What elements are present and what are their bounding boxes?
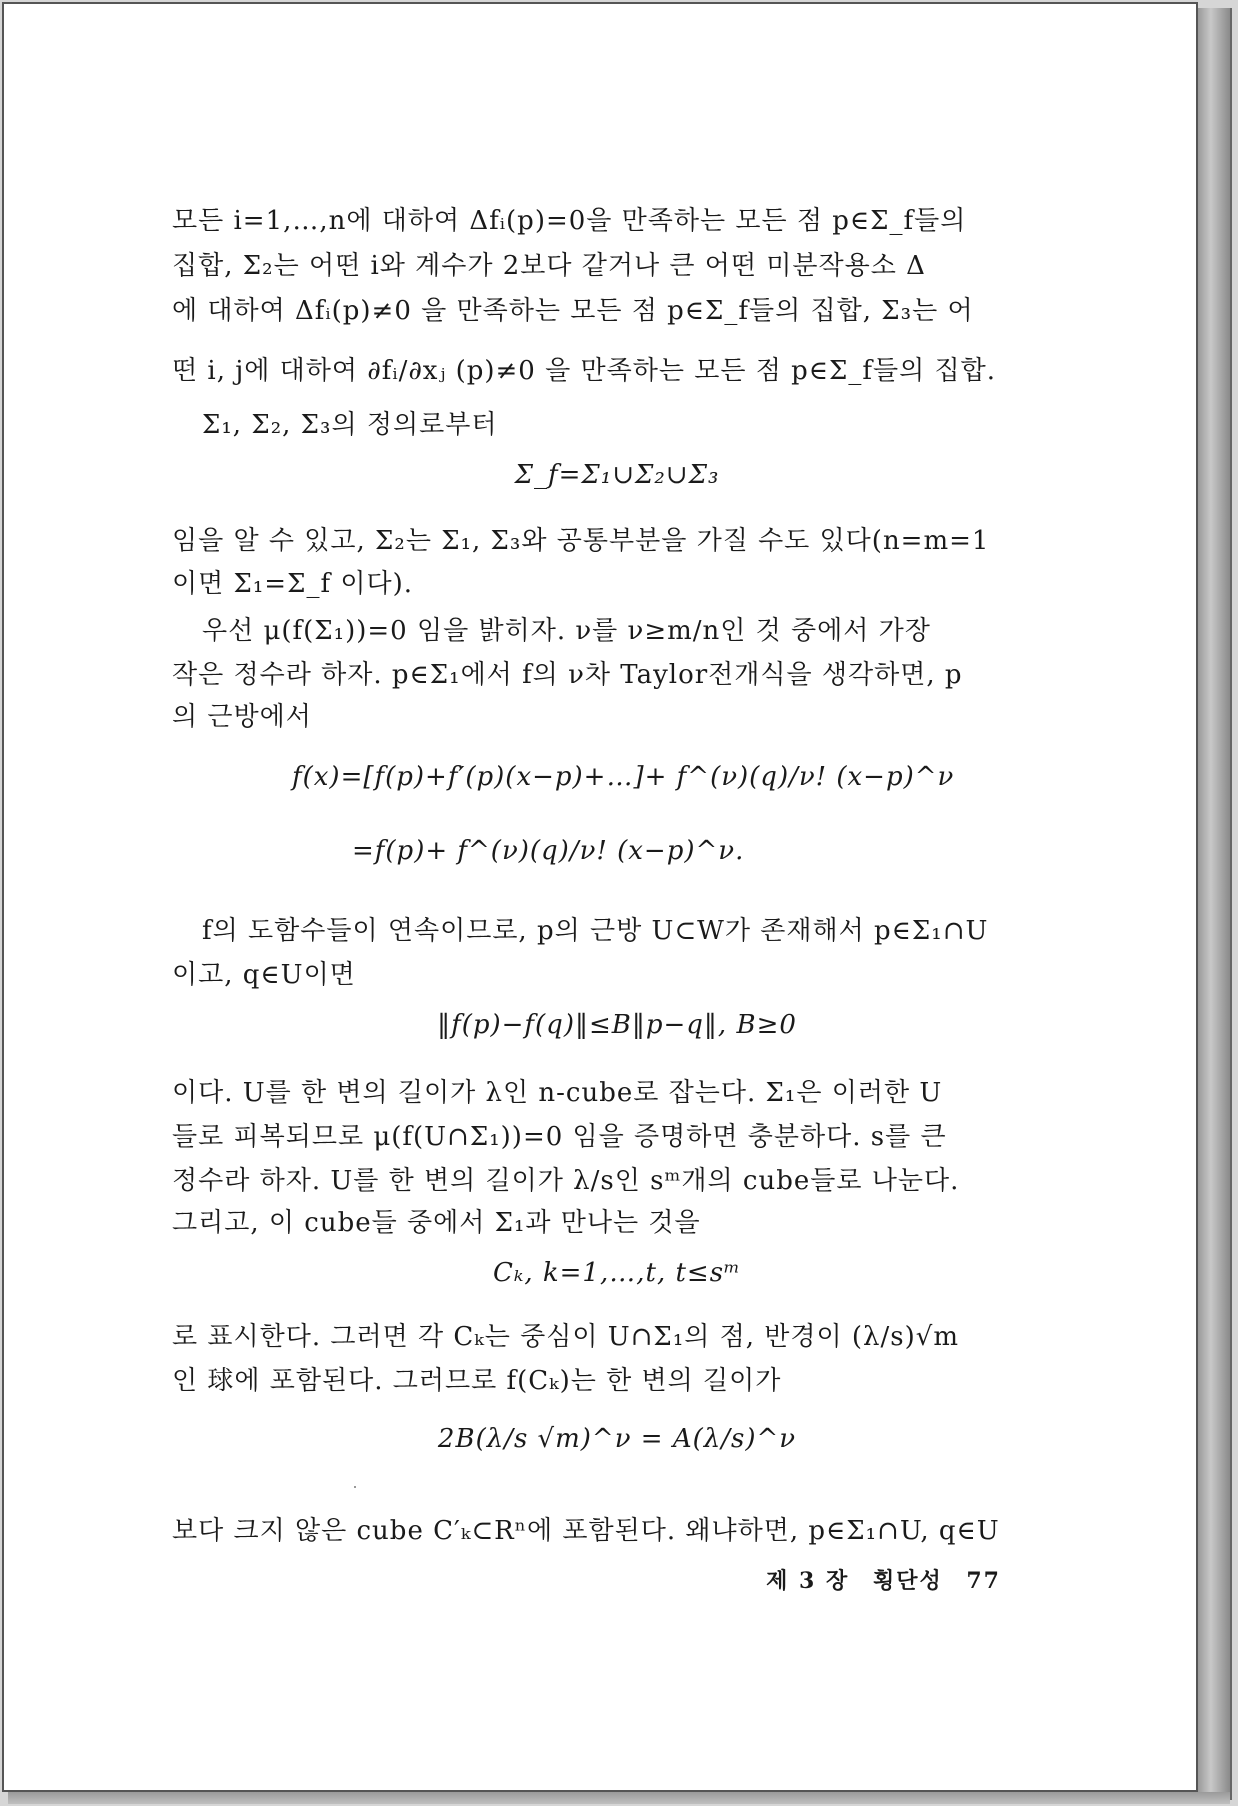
text-line: 에 대하여 Δfᵢ(p)≠0 을 만족하는 모든 점 p∈Σ_f들의 집합, Σ₃는 어 xyxy=(172,296,974,326)
text-line: 이면 Σ₁=Σ_f 이다). xyxy=(172,569,413,599)
page-edge-bottom xyxy=(8,1792,1230,1804)
equation-union: Σ_f=Σ₁∪Σ₂∪Σ₃ xyxy=(514,460,720,490)
text-line: 로 표시한다. 그러면 각 Cₖ는 중심이 U∩Σ₁의 점, 반경이 (λ/s)√m xyxy=(172,1322,959,1352)
text-line: 모든 i=1,…,n에 대하여 Δfᵢ(p)=0을 만족하는 모든 점 p∈Σ_f들의 xyxy=(172,206,967,236)
text-line: 집합, Σ₂는 어떤 i와 계수가 2보다 같거나 큰 어떤 미분작용소 Δ xyxy=(172,251,926,281)
text-line: 떤 i, j에 대하여 ∂fᵢ/∂xⱼ (p)≠0 을 만족하는 모든 점 p∈Σ_f들의 집합. xyxy=(172,356,996,386)
text-line: 임을 알 수 있고, Σ₂는 Σ₁, Σ₃와 공통부분을 가질 수도 있다(n=m=1 xyxy=(172,526,990,556)
text-line: 그리고, 이 cube들 중에서 Σ₁과 만나는 것을 xyxy=(172,1208,701,1238)
equation-taylor-1: f(x)=[f(p)+f′(p)(x−p)+…]+ f^(ν)(q)/ν! (x−p)^ν xyxy=(292,762,955,792)
text-line: 우선 μ(f(Σ₁))=0 임을 밝히자. ν를 ν≥m/n인 것 중에서 가장 xyxy=(202,616,931,646)
text-line: 보다 크지 않은 cube C′ₖ⊂Rⁿ에 포함된다. 왜냐하면, p∈Σ₁∩U, q∈U xyxy=(172,1516,1000,1546)
print-speck xyxy=(354,1486,356,1488)
text-line: 인 球에 포함된다. 그러므로 f(Cₖ)는 한 변의 길이가 xyxy=(172,1366,782,1396)
equation-lipschitz: ‖f(p)−f(q)‖≤B‖p−q‖, B≥0 xyxy=(437,1010,797,1040)
chapter-title: 횡단성 xyxy=(872,1568,943,1594)
equation-taylor-2: =f(p)+ f^(ν)(q)/ν! (x−p)^ν. xyxy=(352,836,745,866)
page-edge-right xyxy=(1198,8,1232,1800)
chapter-label: 제 3 장 xyxy=(766,1568,850,1594)
text-line: 작은 정수라 하자. p∈Σ₁에서 f의 ν차 Taylor전개식을 생각하면, p xyxy=(172,660,963,690)
equation-side-length: 2B(λ/s √m)^ν = A(λ/s)^ν xyxy=(437,1424,797,1454)
text-line: 의 근방에서 xyxy=(172,702,312,732)
text-line: f의 도함수들이 연속이므로, p의 근방 U⊂W가 존재해서 p∈Σ₁∩U xyxy=(202,916,989,946)
page-footer xyxy=(766,1564,1001,1595)
equation-cubes: Cₖ, k=1,…,t, t≤sᵐ xyxy=(492,1258,742,1288)
book-page xyxy=(2,2,1198,1792)
text-line: 들로 피복되므로 μ(f(U∩Σ₁))=0 임을 증명하면 충분하다. s를 큰 xyxy=(172,1122,947,1152)
text-line: 정수라 하자. U를 한 변의 길이가 λ/s인 sᵐ개의 cube들로 나눈다. xyxy=(172,1166,960,1196)
text-line: Σ₁, Σ₂, Σ₃의 정의로부터 xyxy=(202,410,498,440)
page-number: 77 xyxy=(966,1568,1001,1594)
text-line: 이다. U를 한 변의 길이가 λ인 n-cube로 잡는다. Σ₁은 이러한 U xyxy=(172,1078,943,1108)
text-line: 이고, q∈U이면 xyxy=(172,960,356,990)
